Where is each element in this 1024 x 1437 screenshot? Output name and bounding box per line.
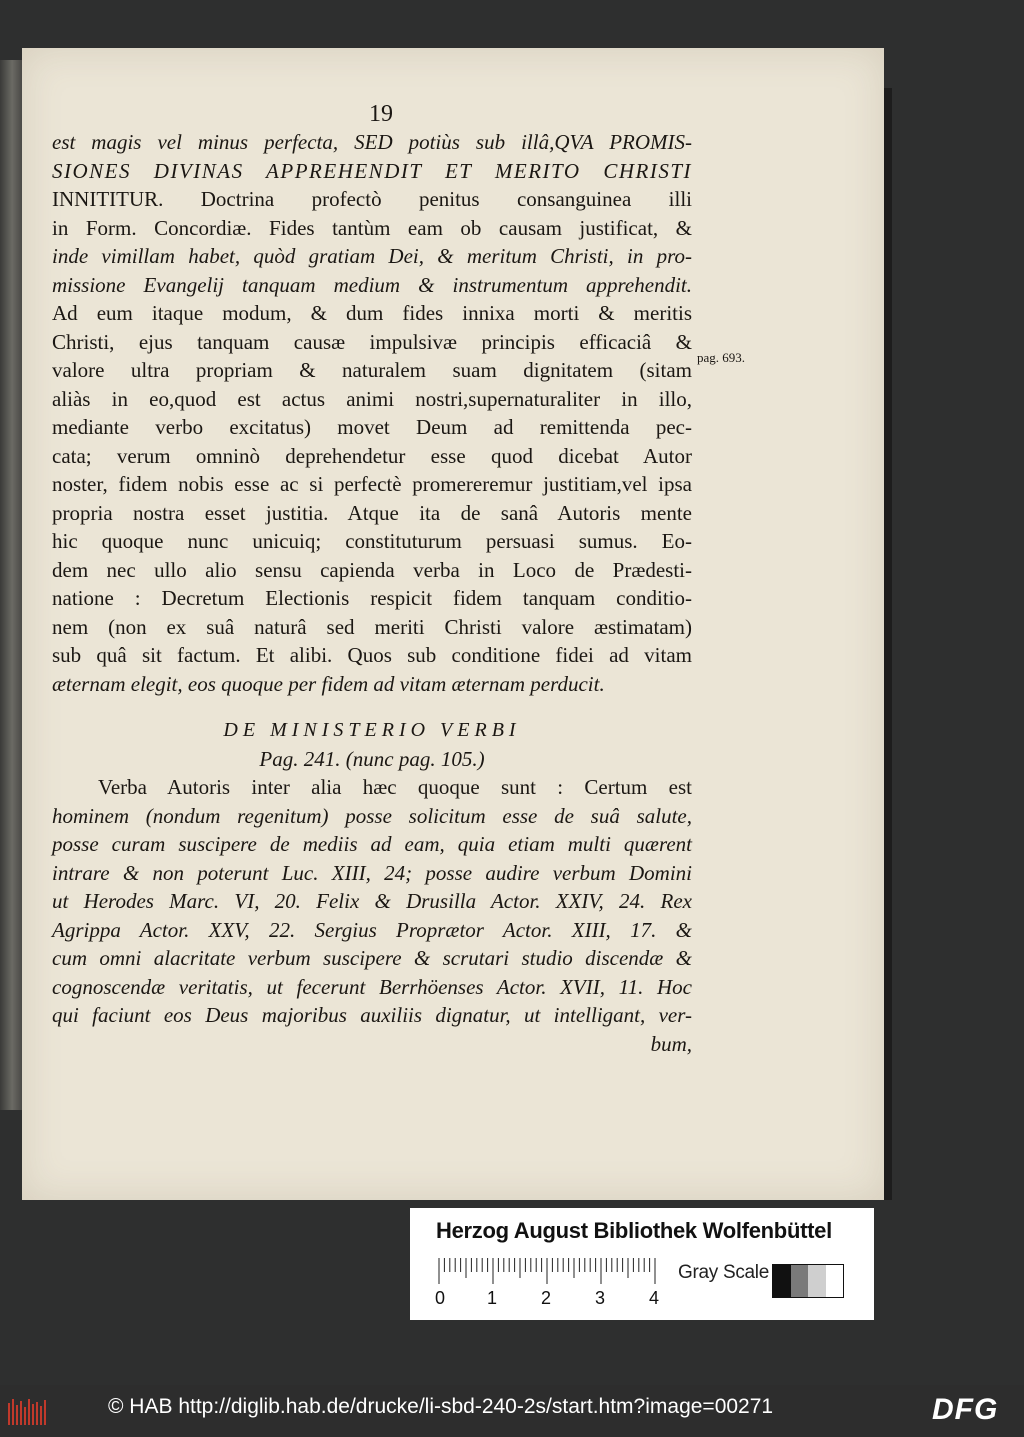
text-line: INNITITUR. Doctrina profectò penitus consanguinea illi [52, 187, 692, 211]
text-line: Ad eum itaque modum, & dum fides innixa morti & meritis [52, 301, 692, 325]
text-line: cum omni alacritate verbum suscipere & scrutari studio discendæ & [52, 946, 692, 970]
section-subheading: Pag. 241. (nunc pag. 105.) [259, 746, 485, 771]
gray-scale-swatches [772, 1264, 844, 1298]
text-line: æternam elegit, eos quoque per fidem ad vitam æternam perducit. [52, 671, 605, 696]
text-line: mediante verbo excitatus) movet Deum ad remittenda pec- [52, 415, 692, 439]
text-line: valore ultra propriam & naturalem suam dignitatem (sitam [52, 358, 692, 382]
previous-page-edge [0, 60, 22, 1110]
text-line: SIONES DIVINAS APPREHENDIT ET MERITO CHRISTI [52, 158, 692, 183]
swatch-white [826, 1265, 844, 1297]
page-number: 19 [369, 101, 393, 127]
swatch-black [773, 1265, 791, 1297]
text-line: missione Evangelij tanquam medium & instrumentum apprehendit. [52, 272, 692, 297]
text-line: Agrippa Actor. XXV, 22. Sergius Proprætor Actor. XIII, 17. & [52, 917, 692, 942]
gray-scale-label: Gray Scale [678, 1262, 769, 1283]
text-line: nem (non ex suâ naturâ sed meriti Christi valore æstimatam) [52, 614, 692, 639]
text-line: posse curam suscipere de mediis ad eam, quia etiam multi quærent [52, 832, 692, 856]
ruler [435, 1256, 675, 1306]
text-line: sub quâ sit factum. Et alibi. Quos sub conditione fidei ad vitam [52, 643, 692, 667]
text-line: Christi, ejus tanquam causæ impulsivæ principis efficaciâ & [52, 329, 692, 354]
page-shadow [884, 88, 892, 1200]
text-line: noster, fidem nobis esse ac si perfectè promereremur justitiam,vel ipsa [52, 472, 692, 496]
barcode-icon [8, 1399, 48, 1425]
text-line: hominem (nondum regenitum) posse solicitum esse de suâ salute, [52, 803, 692, 828]
text-line: intrare & non poterunt Luc. XIII, 24; posse audire verbum Domini [52, 860, 692, 885]
text-line: propria nostra esset justitia. Atque ita de sanâ Autoris mente [52, 500, 692, 525]
text-line: qui faciunt eos Deus majoribus auxiliis dignatur, ut intelligant, ver- [52, 1003, 692, 1027]
dfg-logo: DFG [932, 1393, 999, 1426]
page-text [52, 100, 692, 1058]
swatch-dark-gray [791, 1265, 809, 1297]
library-name: Herzog August Bibliothek Wolfenbüttel [436, 1218, 832, 1243]
color-reference-card [410, 1208, 874, 1320]
ruler-number: 0 [435, 1288, 446, 1306]
ruler-number: 2 [541, 1288, 552, 1306]
text-line: est magis vel minus perfecta, SED potiùs sub illâ,QVA PROMIS- [52, 130, 692, 154]
section-heading: DE MINISTERIO VERBI [223, 719, 521, 741]
copyright-link[interactable]: © HAB http://diglib.hab.de/drucke/li-sbd-240-2s/start.htm?image=00271 [108, 1395, 774, 1418]
text-line: cata; verum omninò deprehendetur esse quod dicebat Autor [52, 443, 692, 468]
text-line: hic quoque nunc unicuiq; constituturum persuasi sumus. Eo- [52, 529, 692, 553]
text-line: inde vimillam habet, quòd gratiam Dei, & meritum Christi, in pro- [52, 244, 692, 268]
text-line: natione : Decretum Electionis respicit fidem tanquam conditio- [52, 586, 692, 610]
catchword: bum, [650, 1031, 692, 1056]
margin-note: pag. 693. [697, 350, 746, 365]
text-line: aliàs in eo,quod est actus animi nostri,supernaturaliter in illo, [52, 386, 692, 411]
text-line: ut Herodes Marc. VI, 20. Felix & Drusilla Actor. XXIV, 24. Rex [52, 889, 692, 913]
ruler-number: 1 [487, 1288, 498, 1306]
swatch-light-gray [808, 1265, 826, 1297]
viewer-footer [0, 1385, 1024, 1437]
text-line: in Form. Concordiæ. Fides tantùm eam ob causam justificat, & [52, 215, 692, 240]
text-line: Verba Autoris inter alia hæc quoque sunt : Certum est [98, 775, 692, 799]
text-line: dem nec ullo alio sensu capienda verba in Loco de Prædesti- [52, 557, 692, 582]
ruler-number: 3 [595, 1288, 606, 1306]
text-line: cognoscendæ veritatis, ut fecerunt Berrhöenses Actor. XVII, 11. Hoc [52, 974, 692, 999]
ruler-number: 4 [649, 1288, 660, 1306]
